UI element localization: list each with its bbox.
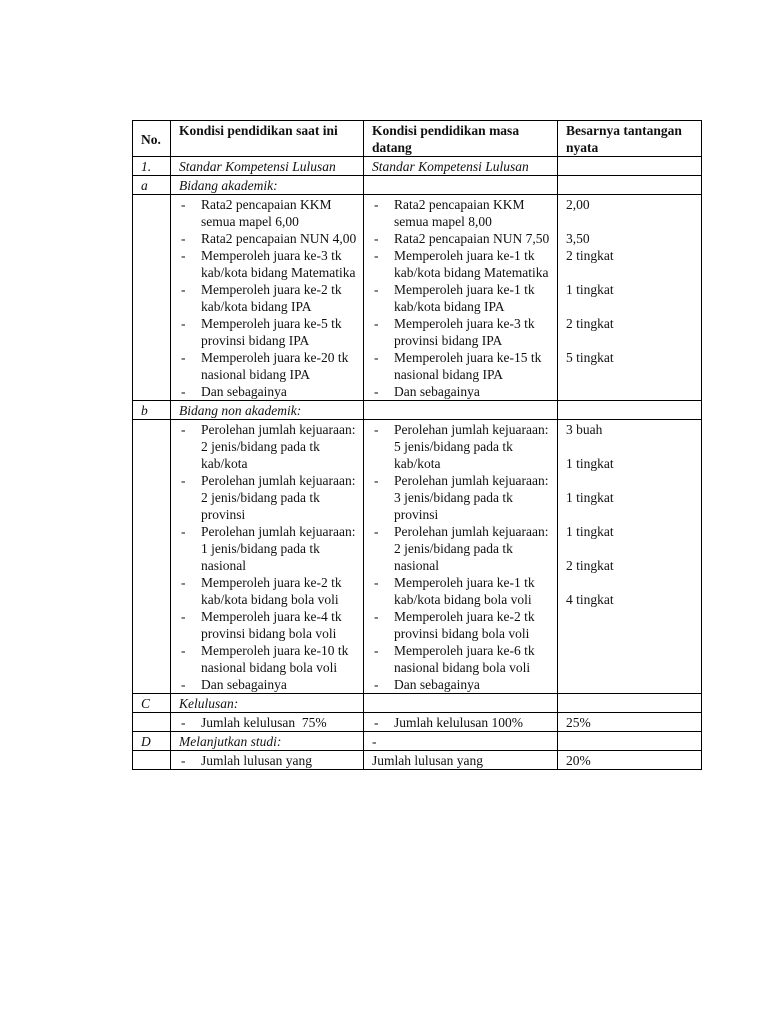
academic-future-list xyxy=(372,196,552,400)
continue-future: Jumlah lulusan yang xyxy=(364,751,558,770)
current-standard: Standar Kompetensi Lulusan xyxy=(171,157,364,176)
empty-cell xyxy=(558,694,702,713)
academic-current-cell xyxy=(171,195,364,401)
list-item: - Perolehan jumlah kejuaraan: 2 jenis/bidang pada tk nasional xyxy=(372,523,552,574)
section-c-label: Kelulusan: xyxy=(171,694,364,713)
nonacademic-current-cell xyxy=(171,420,364,694)
challenge-value: 1 tingkat xyxy=(566,282,614,297)
list-item: - Dan sebagainya xyxy=(372,676,552,693)
empty-cell xyxy=(558,732,702,751)
list-item: - Memperoleh juara ke-1 tk kab/kota bidang IPA xyxy=(372,281,552,315)
list-item: - Memperoleh juara ke-15 tk nasional bidang IPA xyxy=(372,349,552,383)
graduation-future-cell xyxy=(364,713,558,732)
list-item: - Memperoleh juara ke-20 tk nasional bidang IPA xyxy=(179,349,358,383)
row-nonacademic xyxy=(133,420,702,694)
list-item: - Jumlah kelulusan 75% xyxy=(179,714,358,731)
empty-cell xyxy=(364,401,558,420)
continue-current-list xyxy=(179,752,358,769)
row-number: 1. xyxy=(133,157,171,176)
list-item: - Memperoleh juara ke-2 tk kab/kota bidang bola voli xyxy=(179,574,358,608)
empty-cell xyxy=(133,713,171,732)
header-challenge: Besarnya tantangan nyata xyxy=(558,121,702,157)
list-item: - Jumlah kelulusan 100% xyxy=(372,714,552,731)
nonacademic-future-cell xyxy=(364,420,558,694)
empty-cell xyxy=(133,751,171,770)
challenge-value: 3,50 xyxy=(566,231,590,246)
row-section-a xyxy=(133,176,702,195)
challenge-value: 1 tingkat xyxy=(566,456,614,471)
academic-future-cell xyxy=(364,195,558,401)
challenge-value: 2 tingkat xyxy=(566,316,614,331)
list-item: - Memperoleh juara ke-6 tk nasional bidang bola voli xyxy=(372,642,552,676)
graduation-challenge: 25% xyxy=(558,713,702,732)
list-item: - Memperoleh juara ke-2 tk kab/kota bidang IPA xyxy=(179,281,358,315)
empty-cell xyxy=(558,157,702,176)
section-b-number: b xyxy=(133,401,171,420)
list-item: - Perolehan jumlah kejuaraan: 2 jenis/bidang pada tk provinsi xyxy=(179,472,358,523)
empty-cell xyxy=(133,420,171,694)
list-item: - Rata2 pencapaian KKM semua mapel 8,00 xyxy=(372,196,552,230)
list-item: - Memperoleh juara ke-2 tk provinsi bidang bola voli xyxy=(372,608,552,642)
nonacademic-challenge-cell xyxy=(558,420,702,694)
challenge-value: 3 buah xyxy=(566,422,603,437)
continue-challenge: 20% xyxy=(558,751,702,770)
list-item: - Memperoleh juara ke-3 tk provinsi bidang IPA xyxy=(372,315,552,349)
row-section-d xyxy=(133,732,702,751)
section-d-number: D xyxy=(133,732,171,751)
list-item: - Dan sebagainya xyxy=(179,383,358,400)
list-item: - Dan sebagainya xyxy=(179,676,358,693)
empty-cell xyxy=(364,176,558,195)
challenge-value: 5 tingkat xyxy=(566,350,614,365)
list-item: - Rata2 pencapaian KKM semua mapel 6,00 xyxy=(179,196,358,230)
challenge-value: 1 tingkat xyxy=(566,490,614,505)
challenge-value: 2 tingkat xyxy=(566,248,614,263)
row-academic xyxy=(133,195,702,401)
graduation-current-list xyxy=(179,714,358,731)
challenge-value: 4 tingkat xyxy=(566,592,614,607)
section-d-label: Melanjutkan studi: xyxy=(171,732,364,751)
future-standard: Standar Kompetensi Lulusan xyxy=(364,157,558,176)
challenges-table xyxy=(132,120,702,770)
challenge-value: 2,00 xyxy=(566,197,590,212)
empty-cell xyxy=(558,401,702,420)
graduation-current-cell xyxy=(171,713,364,732)
list-item: - Perolehan jumlah kejuaraan: 5 jenis/bidang pada tk kab/kota xyxy=(372,421,552,472)
academic-current-list xyxy=(179,196,358,400)
list-item: - Jumlah lulusan yang xyxy=(179,752,358,769)
list-item: - Memperoleh juara ke-1 tk kab/kota bidang bola voli xyxy=(372,574,552,608)
list-item: - Memperoleh juara ke-10 tk nasional bidang bola voli xyxy=(179,642,358,676)
section-d-future-dash: - xyxy=(364,732,558,751)
row-graduation xyxy=(133,713,702,732)
section-b-label: Bidang non akademik: xyxy=(171,401,364,420)
list-item: - Perolehan jumlah kejuaraan: 1 jenis/bidang pada tk nasional xyxy=(179,523,358,574)
list-item: - Memperoleh juara ke-4 tk provinsi bidang bola voli xyxy=(179,608,358,642)
list-item: - Rata2 pencapaian NUN 4,00 xyxy=(179,230,358,247)
empty-cell xyxy=(133,195,171,401)
section-c-number: C xyxy=(133,694,171,713)
list-item: - Perolehan jumlah kejuaraan: 3 jenis/bidang pada tk provinsi xyxy=(372,472,552,523)
nonacademic-future-list xyxy=(372,421,552,693)
section-a-label: Bidang akademik: xyxy=(171,176,364,195)
challenge-value: 1 tingkat xyxy=(566,524,614,539)
row-section-b xyxy=(133,401,702,420)
list-item: - Memperoleh juara ke-1 tk kab/kota bidang Matematika xyxy=(372,247,552,281)
list-item: - Perolehan jumlah kejuaraan: 2 jenis/bidang pada tk kab/kota xyxy=(179,421,358,472)
list-item: - Memperoleh juara ke-3 tk kab/kota bidang Matematika xyxy=(179,247,358,281)
header-current-condition: Kondisi pendidikan saat ini xyxy=(171,121,364,157)
header-row xyxy=(133,121,702,157)
list-item: - Memperoleh juara ke-5 tk provinsi bidang IPA xyxy=(179,315,358,349)
row-standard xyxy=(133,157,702,176)
challenge-value: 2 tingkat xyxy=(566,558,614,573)
graduation-future-list xyxy=(372,714,552,731)
row-continue-study xyxy=(133,751,702,770)
header-no: No. xyxy=(133,121,171,157)
header-future-condition: Kondisi pendidikan masa datang xyxy=(364,121,558,157)
list-item: - Dan sebagainya xyxy=(372,383,552,400)
row-section-c xyxy=(133,694,702,713)
empty-cell xyxy=(364,694,558,713)
section-a-number: a xyxy=(133,176,171,195)
empty-cell xyxy=(558,176,702,195)
nonacademic-current-list xyxy=(179,421,358,693)
continue-current-cell xyxy=(171,751,364,770)
list-item: - Rata2 pencapaian NUN 7,50 xyxy=(372,230,552,247)
academic-challenge-cell xyxy=(558,195,702,401)
